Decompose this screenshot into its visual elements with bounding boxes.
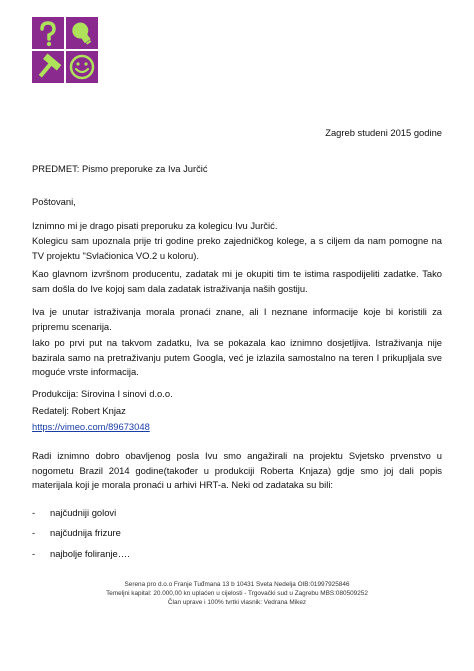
list-marker: - <box>32 507 36 518</box>
list-item-label: najčudniji golovi <box>50 507 117 518</box>
footer-line-address: Serena pro d.o.o Franje Tuđmana 13 b 10431 Sveta Nedelja OIB:01997925846 <box>124 581 350 588</box>
letter-subject: PREDMET: Pismo preporuke za Iva Jurčić <box>32 163 208 174</box>
logo-quadrant-hammer <box>32 51 64 83</box>
letter-date: Zagreb studeni 2015 godine <box>325 127 442 138</box>
director-line: Redatelj: Robert Knjaz <box>32 405 126 416</box>
letter-greeting: Poštovani, <box>32 196 76 207</box>
logo-quadrant-question <box>32 17 64 49</box>
list-marker: - <box>32 527 36 539</box>
footer-line-capital: Temeljni kapital: 20.000,00 kn uplaćen u cijelosti - Trgovački sud u Zagrebu MBS:080509252 <box>106 590 368 597</box>
task-list <box>32 503 130 564</box>
list-item <box>32 503 130 523</box>
footer-line-owner: Član uprave i 100% tvrtki vlasnik: Vedrana Mikez <box>167 599 307 606</box>
body-paragraph: Iako po prvi put na takvom zadatku, Iva se pokazala kao iznimno dosjetljiva. Istraživanja nije bazirala samo na pretraživanju putem Googla, već je izlazila samostalno na teren I prikupljala sve moguće vrste informacija. <box>32 337 442 378</box>
logo-quadrant-smiley <box>66 51 98 83</box>
body-paragraph: Iznimno mi je drago pisati preporuku za kolegicu Ivu Jurčić. <box>32 220 278 231</box>
letter-footer <box>0 580 474 607</box>
body-paragraph: Kolegicu sam upoznala prije tri godine preko zajedničkog kolege, a s ciljem da nam pomogne na TV projektu "Svlačionica VO.2 u koloru). <box>32 235 442 261</box>
list-item <box>32 523 130 543</box>
body-paragraph: Iva je unutar istraživanja morala pronaći znane, ali I neznane informacije koje bi koristili za pripremu scenarija. <box>32 306 442 332</box>
body-paragraph: Kao glavnom izvršnom producentu, zadatak mi je okupiti tim te istima raspodijeliti zadatke. Tako sam došla do Ive kojoj sam dala zadatak istraživanja naših gostiju. <box>32 268 442 294</box>
list-item <box>32 544 130 564</box>
closing-paragraph: Radi iznimno dobro obavljenog posla Ivu smo angažirali na projektu Svjetsko prvenstvo u nogometu Brazil 2014 godine(također u produkciji Roberta Knjaza) gdje smo joj dali popis materijala koji je morala pronaći u arhivi HRT-a. Neki od zadataka su bili: <box>32 450 442 491</box>
list-item-label: najčudnija frizure <box>50 527 121 539</box>
logo-quadrant-bulb <box>66 17 98 49</box>
list-item-label: najbolje foliranje…. <box>50 547 130 559</box>
list-marker: - <box>32 547 36 559</box>
company-logo <box>32 17 98 83</box>
vimeo-link[interactable]: https://vimeo.com/89673048 <box>32 421 150 432</box>
production-line: Produkcija: Sirovina I sinovi d.o.o. <box>32 388 173 399</box>
